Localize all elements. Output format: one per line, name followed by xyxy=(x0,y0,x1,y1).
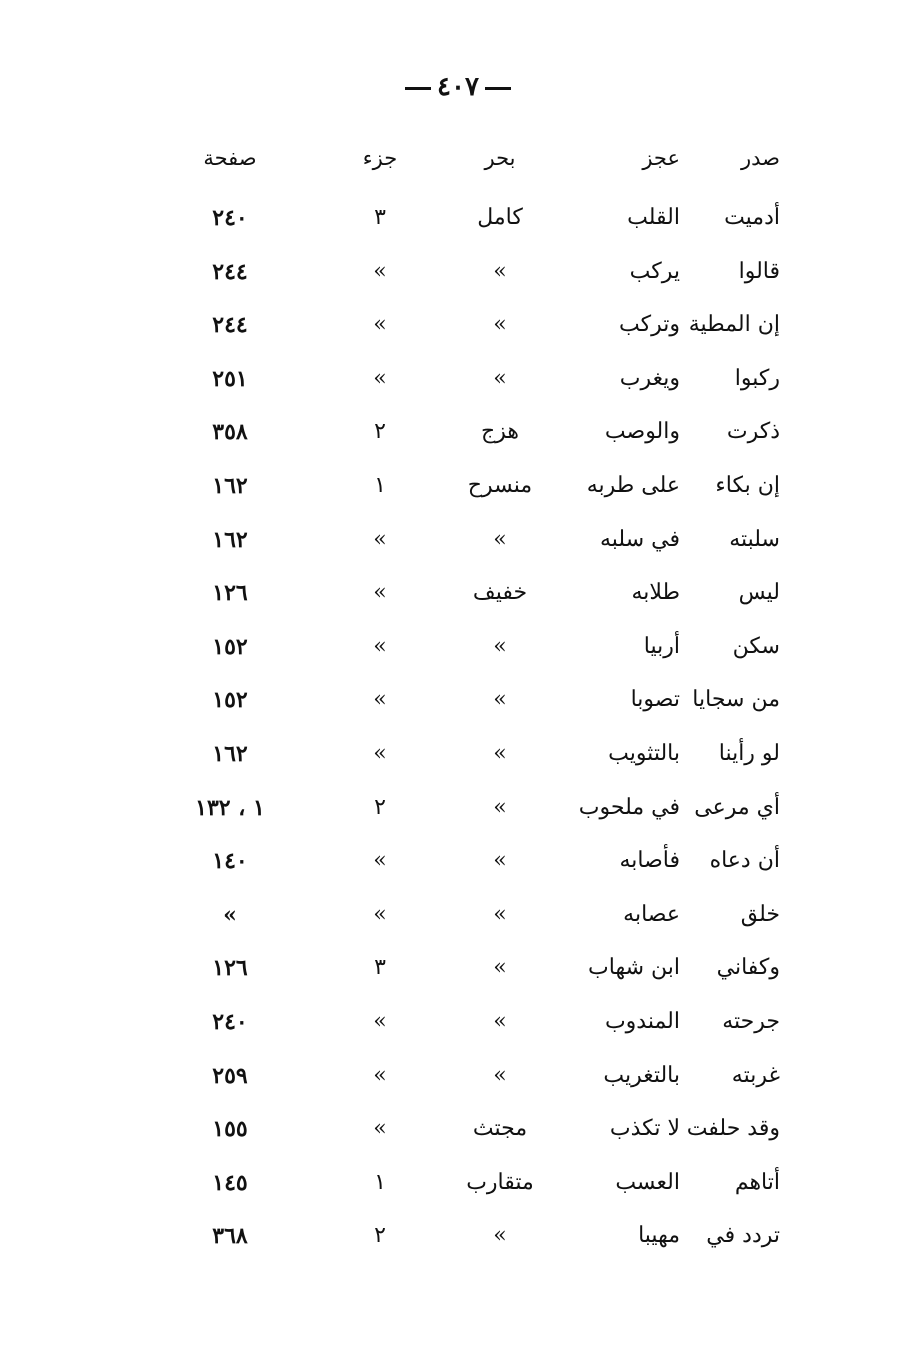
cell-sadr: أن دعاه xyxy=(709,848,780,874)
cell-sadr: خلق xyxy=(740,901,780,927)
cell-sadr: وقد حلفت xyxy=(686,1116,780,1142)
cell-safha: ١٥٢ xyxy=(212,633,248,660)
cell-bahr: » xyxy=(493,687,507,713)
cell-safha: ١ ، ١٣٢ xyxy=(195,794,265,821)
cell-safha: ١٢٦ xyxy=(212,580,248,607)
cell-ajz: فأصابه xyxy=(619,848,680,874)
cell-juz: ٢ xyxy=(374,794,386,820)
cell-ajz: ابن شهاب xyxy=(588,955,680,981)
cell-ajz: القلب xyxy=(627,205,680,230)
cell-safha: ١٦٢ xyxy=(212,472,248,499)
cell-ajz: عصابه xyxy=(623,901,680,927)
cell-juz: » xyxy=(373,1062,387,1088)
cell-bahr: » xyxy=(493,1062,507,1088)
cell-sadr: أدميت xyxy=(724,205,780,230)
cell-safha: ٢٤٤ xyxy=(212,312,248,339)
cell-sadr: وكفاني xyxy=(716,955,780,981)
cell-safha: ٣٦٨ xyxy=(212,1223,248,1250)
cell-safha: ٢٥١ xyxy=(212,365,248,392)
cell-ajz: لا تكذب xyxy=(609,1116,680,1142)
cell-sadr: إن بكاء xyxy=(715,472,780,498)
cell-safha: ١٤٥ xyxy=(212,1169,248,1196)
table-row xyxy=(140,1216,800,1270)
cell-bahr: » xyxy=(493,365,507,391)
cell-safha: ٣٥٨ xyxy=(212,419,248,446)
cell-bahr: » xyxy=(493,312,507,338)
table-row xyxy=(140,198,800,252)
cell-ajz: وتركب xyxy=(619,312,680,338)
cell-sadr: قالوا xyxy=(738,258,780,284)
cell-bahr: » xyxy=(493,901,507,927)
table-row xyxy=(140,1163,800,1217)
cell-safha: ١٢٦ xyxy=(212,955,248,982)
cell-sadr: غربته xyxy=(731,1062,780,1088)
table-row xyxy=(140,680,800,734)
cell-ajz: المندوب xyxy=(604,1008,680,1034)
cell-juz: » xyxy=(373,687,387,713)
cell-sadr: لو رأينا xyxy=(718,740,780,766)
cell-juz: ١ xyxy=(374,1169,386,1195)
table-row xyxy=(140,252,800,306)
cell-juz: » xyxy=(373,312,387,338)
cell-ajz: تصوبا xyxy=(630,687,680,713)
cell-juz: ٢ xyxy=(374,1223,386,1249)
table-row xyxy=(140,466,800,520)
table-row xyxy=(140,412,800,466)
cell-bahr: هزج xyxy=(481,419,519,445)
table-row xyxy=(140,1109,800,1163)
cell-safha: ٢٤٠ xyxy=(212,205,248,231)
cell-juz: » xyxy=(373,740,387,766)
cell-sadr: إن المطية xyxy=(688,312,780,338)
cell-bahr: منسرح xyxy=(467,472,533,498)
index-table xyxy=(140,138,800,1270)
cell-ajz: في سلبه xyxy=(600,526,680,552)
table-row xyxy=(140,627,800,681)
cell-bahr: متقارب xyxy=(466,1169,534,1195)
cell-juz: ٣ xyxy=(374,205,386,230)
header-juz: جزء xyxy=(362,146,398,170)
cell-sadr: من سجايا xyxy=(692,687,780,713)
table-row xyxy=(140,734,800,788)
cell-ajz: بالتغريب xyxy=(603,1062,680,1088)
cell-ajz: بالتثويب xyxy=(608,740,680,766)
table-row xyxy=(140,520,800,574)
table-row xyxy=(140,788,800,842)
table-row xyxy=(140,359,800,413)
cell-bahr: » xyxy=(493,633,507,659)
cell-sadr: أتاهم xyxy=(734,1169,780,1195)
table-row xyxy=(140,895,800,949)
cell-safha: ١٥٢ xyxy=(212,687,248,714)
cell-safha: ٢٥٩ xyxy=(212,1062,248,1089)
cell-juz: » xyxy=(373,633,387,659)
cell-safha: ١٤٠ xyxy=(212,848,248,875)
cell-ajz: والوصب xyxy=(604,419,680,445)
cell-ajz: العسب xyxy=(615,1169,680,1195)
table-row xyxy=(140,1002,800,1056)
cell-safha: ١٦٢ xyxy=(212,526,248,553)
cell-sadr: تردد في xyxy=(706,1223,780,1249)
cell-juz: » xyxy=(373,580,387,606)
page-number-text: ٤٠٧ xyxy=(437,72,479,102)
cell-ajz: في ملحوب xyxy=(578,794,680,820)
cell-sadr: أي مرعى xyxy=(694,794,780,820)
table-row xyxy=(140,305,800,359)
table-row xyxy=(140,573,800,627)
cell-bahr: » xyxy=(493,526,507,552)
cell-bahr: » xyxy=(493,1223,507,1249)
cell-bahr: خفيف xyxy=(472,580,528,606)
cell-ajz: مهيبا xyxy=(638,1223,680,1249)
cell-safha: ١٦٢ xyxy=(212,740,248,767)
cell-bahr: مجتث xyxy=(472,1116,528,1142)
cell-ajz: ويغرب xyxy=(619,365,680,391)
cell-bahr: » xyxy=(493,955,507,981)
cell-bahr: » xyxy=(493,794,507,820)
cell-ajz: يركب xyxy=(629,258,680,284)
cell-sadr: ركبوا xyxy=(734,365,780,391)
cell-ajz: على طربه xyxy=(586,472,680,498)
cell-juz: ٢ xyxy=(374,419,386,445)
table-body xyxy=(140,198,800,1270)
cell-juz: » xyxy=(373,526,387,552)
cell-safha: ٢٤٠ xyxy=(212,1008,248,1035)
cell-bahr: » xyxy=(493,740,507,766)
dash-right xyxy=(485,87,511,90)
cell-safha: ٢٤٤ xyxy=(212,258,248,285)
header-sadr: صدر xyxy=(741,146,780,170)
table-row xyxy=(140,841,800,895)
page-number xyxy=(0,72,916,102)
cell-safha: » xyxy=(223,901,237,928)
cell-sadr: جرحته xyxy=(722,1008,780,1034)
cell-juz: ١ xyxy=(374,472,386,498)
cell-bahr: » xyxy=(493,848,507,874)
cell-safha: ١٥٥ xyxy=(212,1116,248,1143)
header-bahr: بحر xyxy=(484,146,516,170)
cell-juz: » xyxy=(373,1116,387,1142)
header-ajz: عجز xyxy=(642,146,680,170)
cell-bahr: كامل xyxy=(477,205,523,230)
cell-ajz: طلابه xyxy=(631,580,680,606)
cell-juz: » xyxy=(373,901,387,927)
cell-juz: » xyxy=(373,848,387,874)
table-row xyxy=(140,1056,800,1110)
cell-ajz: أربيا xyxy=(643,633,680,659)
header-safha: صفحة xyxy=(203,146,257,170)
cell-bahr: » xyxy=(493,258,507,284)
cell-juz: » xyxy=(373,258,387,284)
cell-juz: ٣ xyxy=(374,955,386,981)
table-header xyxy=(140,138,800,198)
cell-sadr: سكن xyxy=(732,633,780,659)
cell-juz: » xyxy=(373,365,387,391)
cell-juz: » xyxy=(373,1008,387,1034)
cell-sadr: ليس xyxy=(738,580,780,606)
dash-left xyxy=(405,87,431,90)
cell-sadr: ذكرت xyxy=(726,419,780,445)
cell-bahr: » xyxy=(493,1008,507,1034)
cell-sadr: سلبته xyxy=(729,526,780,552)
table-row xyxy=(140,948,800,1002)
